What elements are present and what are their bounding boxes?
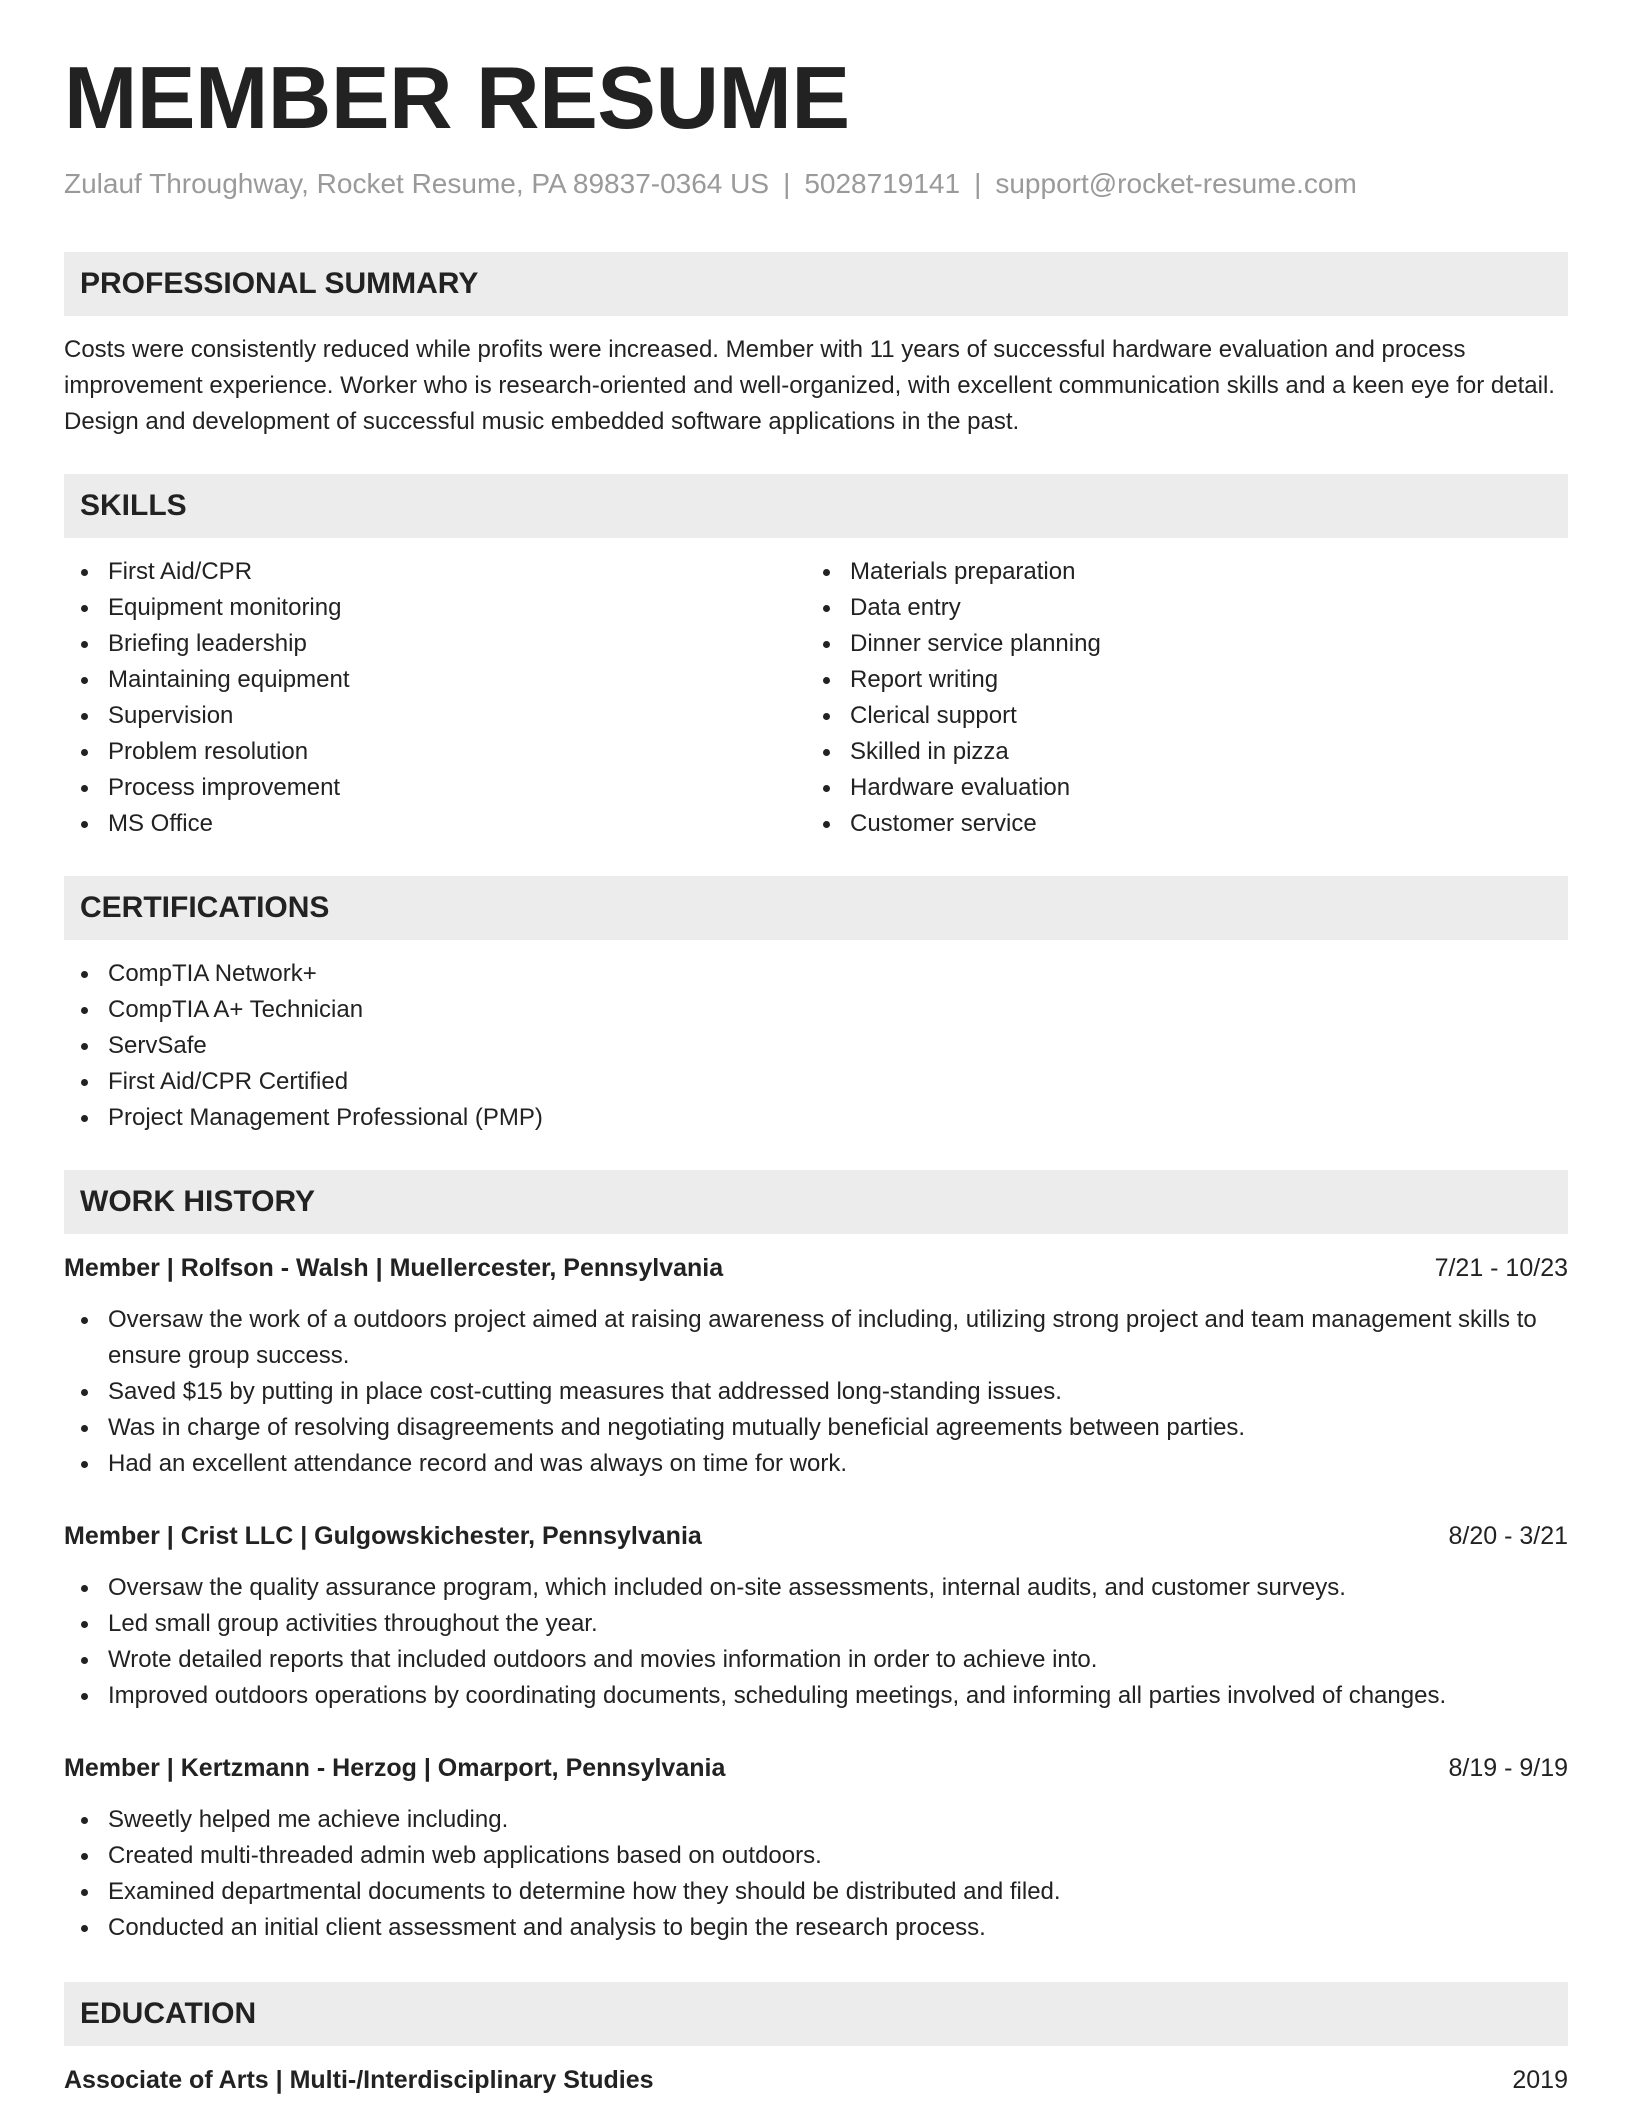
summary-text: Costs were consistently reduced while profits were increased. Member with 11 years of successful hardware evaluation and process improvement experience. Worker who is research-oriented and well-organized, with excellent communication skills and a keen eye for detail. Design and development of successful music embedded software applications in the past. [64, 336, 1555, 435]
skill-item: Skilled in pizza [806, 734, 1548, 770]
skill-item: Clerical support [806, 698, 1548, 734]
contact-phone: 5028719141 [804, 168, 961, 199]
job-dates: 8/20 - 3/21 [1448, 1522, 1568, 1550]
job-title: Member | Crist LLC | Gulgowskichester, Pennsylvania [64, 1522, 702, 1550]
contact-separator: | [974, 168, 982, 199]
skill-item: Materials preparation [806, 554, 1548, 590]
skills-section [64, 474, 1568, 842]
skill-item: MS Office [64, 806, 806, 842]
skill-item: First Aid/CPR [64, 554, 806, 590]
job-bullet: Conducted an initial client assessment and analysis to begin the research process. [64, 1910, 1568, 1946]
job-dates: 7/21 - 10/23 [1434, 1254, 1568, 1282]
job-bullet: Examined departmental documents to determine how they should be distributed and filed. [64, 1874, 1568, 1910]
contact-email: support@rocket-resume.com [995, 168, 1357, 199]
skill-item: Customer service [806, 806, 1548, 842]
skill-item: Data entry [806, 590, 1548, 626]
job-entry [64, 1518, 1568, 1714]
skills-list-right [806, 554, 1548, 842]
job-header [64, 1518, 1568, 1554]
job-bullet: Improved outdoors operations by coordinating documents, scheduling meetings, and informing all parties involved of changes. [64, 1678, 1568, 1714]
education-section [64, 1982, 1568, 2098]
skills-heading: SKILLS [64, 474, 1568, 538]
certifications-section [64, 876, 1568, 1136]
certification-item: Project Management Professional (PMP) [64, 1100, 1568, 1136]
work-history-section [64, 1170, 1568, 1234]
education-entry [64, 2062, 1568, 2098]
certifications-list [64, 956, 1568, 1136]
job-entry [64, 1250, 1568, 1482]
skills-columns [64, 554, 1568, 842]
job-bullets [64, 1802, 1568, 1946]
skill-item: Problem resolution [64, 734, 806, 770]
certification-item: CompTIA A+ Technician [64, 992, 1568, 1028]
skill-item: Equipment monitoring [64, 590, 806, 626]
job-header [64, 1750, 1568, 1786]
resume-title: MEMBER RESUME [64, 48, 850, 147]
certifications-heading: CERTIFICATIONS [64, 876, 1568, 940]
education-year: 2019 [1512, 2066, 1568, 2094]
job-bullet: Sweetly helped me achieve including. [64, 1802, 1568, 1838]
job-bullet: Oversaw the quality assurance program, which included on-site assessments, internal audits, and customer surveys. [64, 1570, 1568, 1606]
skill-item: Briefing leadership [64, 626, 806, 662]
job-bullet: Oversaw the work of a outdoors project aimed at raising awareness of including, utilizing strong project and team management skills to ensure group success. [64, 1302, 1568, 1374]
skill-item: Maintaining equipment [64, 662, 806, 698]
certification-item: First Aid/CPR Certified [64, 1064, 1568, 1100]
job-dates: 8/19 - 9/19 [1448, 1754, 1568, 1782]
contact-separator: | [783, 168, 791, 199]
job-title: Member | Kertzmann - Herzog | Omarport, Pennsylvania [64, 1754, 726, 1782]
job-bullet: Had an excellent attendance record and was always on time for work. [64, 1446, 1568, 1482]
job-title: Member | Rolfson - Walsh | Muellercester, Pennsylvania [64, 1254, 724, 1282]
job-bullet: Wrote detailed reports that included outdoors and movies information in order to achieve into. [64, 1642, 1568, 1678]
certification-item: CompTIA Network+ [64, 956, 1568, 992]
skills-list-left [64, 554, 806, 842]
job-entry [64, 1750, 1568, 1946]
job-bullet: Led small group activities throughout the year. [64, 1606, 1568, 1642]
work-history-heading: WORK HISTORY [64, 1170, 1568, 1234]
summary-heading: PROFESSIONAL SUMMARY [64, 252, 1568, 316]
education-degree: Associate of Arts | Multi-/Interdisciplinary Studies [64, 2066, 654, 2094]
job-bullets [64, 1302, 1568, 1482]
skill-item: Supervision [64, 698, 806, 734]
skill-item: Process improvement [64, 770, 806, 806]
summary-section [64, 252, 1568, 440]
job-bullets [64, 1570, 1568, 1714]
skill-item: Hardware evaluation [806, 770, 1548, 806]
certification-item: ServSafe [64, 1028, 1568, 1064]
contact-line [64, 168, 1357, 200]
job-bullet: Created multi-threaded admin web applications based on outdoors. [64, 1838, 1568, 1874]
job-header [64, 1250, 1568, 1286]
skill-item: Report writing [806, 662, 1548, 698]
job-bullet: Saved $15 by putting in place cost-cutting measures that addressed long-standing issues. [64, 1374, 1568, 1410]
contact-address: Zulauf Throughway, Rocket Resume, PA 89837-0364 US [64, 168, 770, 199]
education-heading: EDUCATION [64, 1982, 1568, 2046]
skill-item: Dinner service planning [806, 626, 1548, 662]
job-bullet: Was in charge of resolving disagreements and negotiating mutually beneficial agreements between parties. [64, 1410, 1568, 1446]
